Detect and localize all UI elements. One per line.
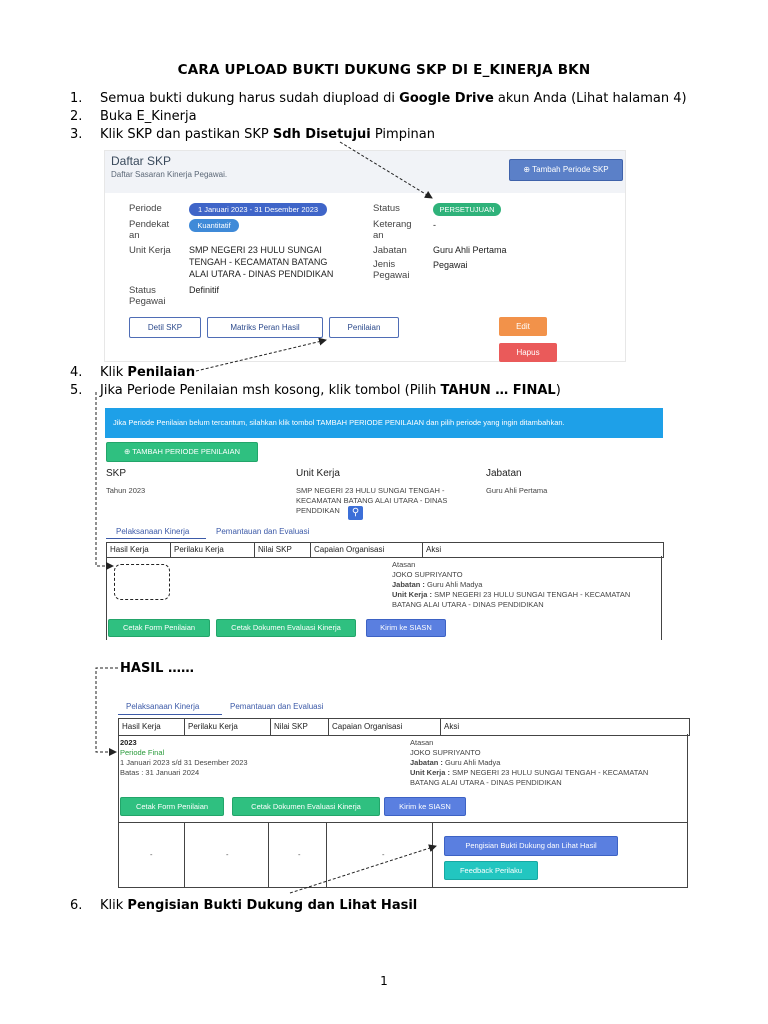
label-line: an xyxy=(373,230,384,241)
arrow-to-empty-periode xyxy=(96,392,113,566)
skp-heading: SKP xyxy=(106,468,127,479)
status-badge: PERSETUJUAN xyxy=(433,203,501,216)
hasil-kerja-empty: - xyxy=(150,850,153,859)
feedback-perilaku-button[interactable]: Feedback Perilaku xyxy=(444,861,538,880)
col-perilaku-kerja: Perilaku Kerja xyxy=(185,719,271,735)
periode-label: Periode xyxy=(129,203,162,214)
document-title: CARA UPLOAD BUKTI DUKUNG SKP DI E_KINERJA BKN xyxy=(177,62,591,78)
col-aksi: Aksi xyxy=(444,722,460,731)
step-number: 5. xyxy=(70,383,83,398)
atasan-unit-label: Unit Kerja : xyxy=(392,590,433,599)
daftar-skp-title: Daftar SKP xyxy=(111,154,172,168)
jenis-pegawai-value: Pegawai xyxy=(433,260,468,270)
daftar-skp-subtitle: Daftar Sasaran Kinerja Pegawai. xyxy=(111,170,228,179)
skp-value: Tahun 2023 xyxy=(106,486,146,495)
periode-range: 1 Januari 2023 s/d 31 Desember 2023 xyxy=(120,758,248,767)
pengisian-bukti-dukung-button[interactable]: Pengisian Bukti Dukung dan Lihat Hasil xyxy=(444,836,618,856)
atasan-jabatan-label: Jabatan : xyxy=(392,580,425,589)
arrow-to-penilaian xyxy=(196,340,326,371)
col-aksi: Aksi xyxy=(426,545,442,554)
step-text: Buka E_Kinerja xyxy=(100,109,197,124)
atasan-unit-value-line-2: BATANG ALAI UTARA - DINAS PENDIDIKAN xyxy=(410,778,562,787)
atasan-jabatan-value: Guru Ahli Madya xyxy=(442,758,501,767)
jabatan-value: Guru Ahli Pertama xyxy=(433,245,507,255)
periode-badge: 1 Januari 2023 - 31 Desember 2023 xyxy=(189,203,327,216)
step-bold: Sdh Disetujui xyxy=(272,127,371,142)
kirim-ke-siasn-button[interactable]: Kirim ke SIASN xyxy=(384,797,466,816)
capaian-organisasi-empty: - xyxy=(382,850,385,859)
atasan-unit-value: SMP NEGERI 23 HULU SUNGAI TENGAH - KECAMATAN xyxy=(432,590,631,599)
step-number: 6. xyxy=(70,898,83,913)
value-line: ALAI UTARA - DINAS PENDIDIKAN xyxy=(189,269,334,279)
step-bold: TAHUN … FINAL xyxy=(440,383,556,398)
penilaian-button[interactable]: Penilaian xyxy=(329,317,399,338)
plus-circle-icon: ⊕ xyxy=(523,165,533,174)
unit-kerja-label: Unit Kerja xyxy=(129,245,171,256)
page-number: 1 xyxy=(380,974,388,988)
periode-final-link[interactable]: Periode Final xyxy=(120,748,165,757)
button-label: Tambah Periode SKP xyxy=(532,165,609,174)
step-bold: Penilaian xyxy=(127,365,196,380)
kirim-ke-siasn-button[interactable]: Kirim ke SIASN xyxy=(366,619,446,637)
value-line: SMP NEGERI 23 HULU SUNGAI xyxy=(189,245,322,255)
atasan-name: JOKO SUPRIYANTO xyxy=(410,748,481,757)
info-alert: Jika Periode Penilaian belum tercantum, silahkan klik tombol TAMBAH PERIODE PENILAIAN dan pilih periode yang ingin ditambahkan. xyxy=(105,408,663,438)
arrow-to-status xyxy=(340,142,432,198)
tab-pelaksanaan-kinerja[interactable]: Pelaksanaan Kinerja xyxy=(126,702,200,711)
atasan-heading: Atasan xyxy=(410,738,434,747)
value-line: KECAMATAN BATANG ALAI UTARA - DINAS xyxy=(296,496,448,505)
plus-circle-icon: ⊕ xyxy=(123,447,133,456)
col-nilai-skp: Nilai SKP xyxy=(255,543,311,557)
button-label: TAMBAH PERIODE PENILAIAN xyxy=(132,447,241,456)
step-text: ) xyxy=(555,383,561,398)
arrow-to-pengisian xyxy=(290,846,436,893)
jabatan-heading: Jabatan xyxy=(486,468,522,479)
label-line: Jenis xyxy=(373,259,396,270)
step-number: 4. xyxy=(70,365,83,380)
step-text: Jika Periode Penilaian msh kosong, klik tombol (Pilih xyxy=(100,383,441,398)
status-pegawai-value: Definitif xyxy=(189,285,220,295)
cetak-form-penilaian-button[interactable]: Cetak Form Penilaian xyxy=(120,797,224,816)
unit-kerja-heading: Unit Kerja xyxy=(296,468,340,479)
col-capaian-organisasi: Capaian Organisasi xyxy=(311,543,423,557)
status-label: Status xyxy=(373,203,400,214)
nilai-skp-empty: - xyxy=(298,850,301,859)
step-text: akun Anda (Lihat halaman 4) xyxy=(493,91,687,106)
col-hasil-kerja: Hasil Kerja xyxy=(119,719,185,735)
col-nilai-skp: Nilai SKP xyxy=(271,719,329,735)
label-line: Pendekat xyxy=(129,219,170,230)
step-bold: Pengisian Bukti Dukung dan Lihat Hasil xyxy=(127,898,418,913)
tab-pemantauan-evaluasi[interactable]: Pemantauan dan Evaluasi xyxy=(230,702,324,711)
arrow-to-periode-final xyxy=(96,668,118,752)
atasan-name: JOKO SUPRIYANTO xyxy=(392,570,463,579)
cetak-dokumen-evaluasi-button[interactable]: Cetak Dokumen Evaluasi Kinerja xyxy=(232,797,380,816)
label-line: Status xyxy=(129,285,156,296)
tab-pelaksanaan-kinerja[interactable]: Pelaksanaan Kinerja xyxy=(116,527,190,536)
hasil-label: HASIL …… xyxy=(120,661,194,676)
step-number: 2. xyxy=(70,109,83,124)
cetak-dokumen-evaluasi-button[interactable]: Cetak Dokumen Evaluasi Kinerja xyxy=(216,619,356,637)
col-perilaku-kerja: Perilaku Kerja xyxy=(171,543,255,557)
pendekatan-badge: Kuantitatif xyxy=(189,219,239,232)
search-icon[interactable]: ⚲ xyxy=(348,506,363,520)
step-text: Klik SKP dan pastikan SKP xyxy=(100,127,273,142)
tab-pemantauan-evaluasi[interactable]: Pemantauan dan Evaluasi xyxy=(216,527,310,536)
col-hasil-kerja: Hasil Kerja xyxy=(107,543,171,557)
keterangan-value: - xyxy=(433,220,436,230)
atasan-unit-label: Unit Kerja : xyxy=(410,768,451,777)
jabatan-label: Jabatan xyxy=(373,245,407,256)
label-line: Pegawai xyxy=(129,296,166,307)
step-number: 1. xyxy=(70,91,83,106)
value-line: TENGAH - KECAMATAN BATANG xyxy=(189,257,328,267)
step-number: 3. xyxy=(70,127,83,142)
perilaku-kerja-empty: - xyxy=(226,850,229,859)
atasan-heading: Atasan xyxy=(392,560,416,569)
detil-skp-button[interactable]: Detil SKP xyxy=(129,317,201,338)
label-line: Pegawai xyxy=(373,270,410,281)
periode-year: 2023 xyxy=(120,738,137,747)
value-line: PENDDIKAN xyxy=(296,506,340,515)
atasan-unit-value: SMP NEGERI 23 HULU SUNGAI TENGAH - KECAMATAN xyxy=(450,768,649,777)
periode-batas: Batas : 31 Januari 2024 xyxy=(120,768,200,777)
atasan-jabatan-value: Guru Ahli Madya xyxy=(424,580,483,589)
jabatan-value: Guru Ahli Pertama xyxy=(486,486,548,495)
step-bold: Google Drive xyxy=(399,91,494,106)
value-line: SMP NEGERI 23 HULU SUNGAI TENGAH - xyxy=(296,486,445,495)
matriks-peran-hasil-button[interactable]: Matriks Peran Hasil xyxy=(207,317,323,338)
step-text: Semua bukti dukung harus sudah diupload di xyxy=(100,91,400,106)
step-text: Pimpinan xyxy=(370,127,436,142)
cetak-form-penilaian-button[interactable]: Cetak Form Penilaian xyxy=(108,619,210,637)
step-text: Klik xyxy=(100,898,128,913)
label-line: Keterang xyxy=(373,219,412,230)
hapus-button[interactable]: Hapus xyxy=(499,343,557,362)
label-line: an xyxy=(129,230,140,241)
edit-button[interactable]: Edit xyxy=(499,317,547,336)
atasan-unit-value-line-2: BATANG ALAI UTARA - DINAS PENDIDIKAN xyxy=(392,600,544,609)
col-capaian-organisasi: Capaian Organisasi xyxy=(329,719,441,735)
atasan-jabatan-label: Jabatan : xyxy=(410,758,443,767)
step-text: Klik xyxy=(100,365,128,380)
